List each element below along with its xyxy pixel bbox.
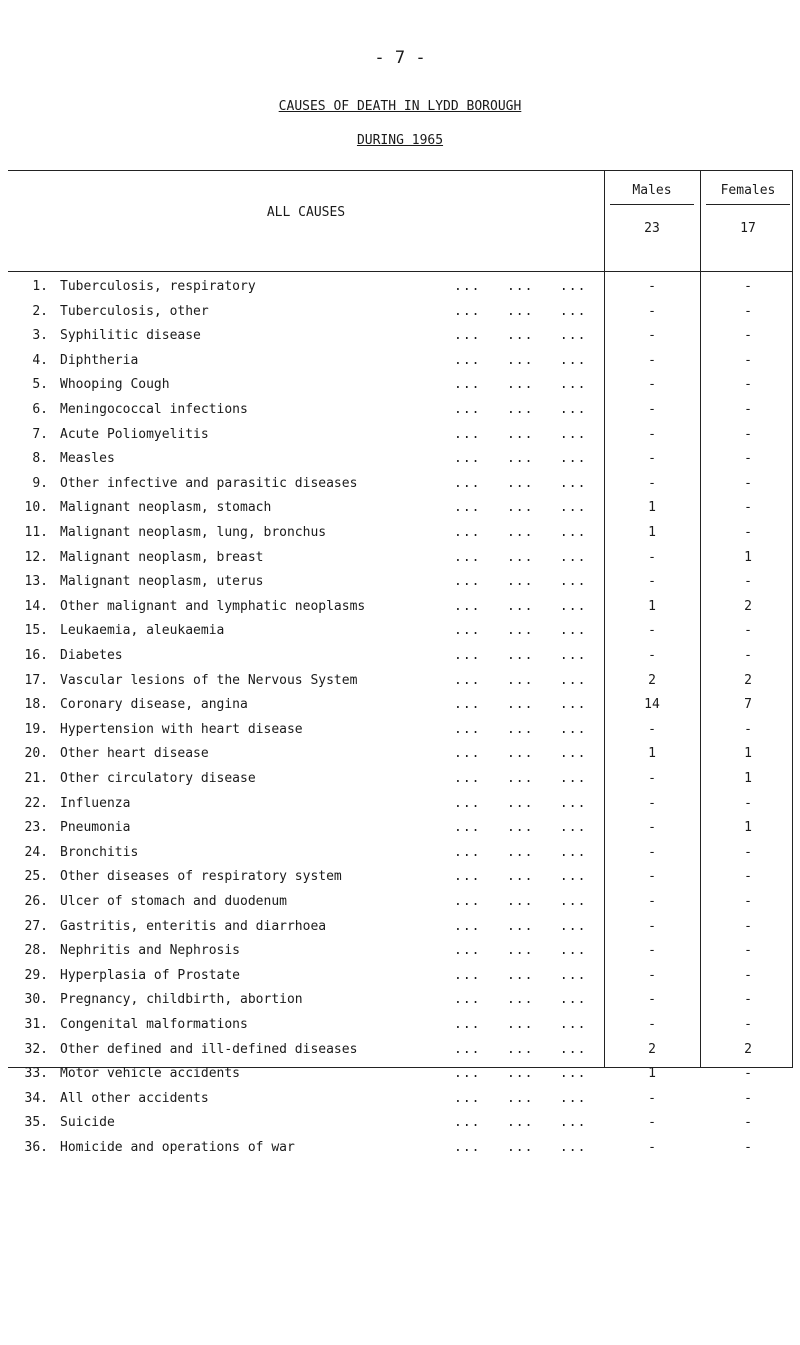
leader-dots: ... ... ... bbox=[454, 820, 587, 836]
females-count: - bbox=[744, 795, 752, 811]
females-count: 1 bbox=[744, 820, 752, 836]
table-row bbox=[8, 279, 792, 305]
males-count: 1 bbox=[648, 500, 656, 516]
cause-name: Pneumonia bbox=[60, 820, 131, 836]
females-count: - bbox=[744, 844, 752, 860]
males-count: - bbox=[648, 426, 656, 442]
females-count: - bbox=[744, 1017, 752, 1032]
males-count: - bbox=[648, 918, 656, 934]
cause-name: Coronary disease, angina bbox=[60, 697, 248, 713]
males-count: - bbox=[648, 648, 656, 663]
page-title-text: CAUSES OF DEATH IN LYDD BOROUGH bbox=[278, 99, 522, 114]
females-count: - bbox=[744, 426, 752, 442]
females-count: - bbox=[744, 1090, 752, 1106]
females-count: - bbox=[744, 574, 752, 590]
females-count: 2 bbox=[744, 598, 752, 614]
females-count: - bbox=[744, 328, 752, 344]
row-number: 4. bbox=[32, 352, 48, 368]
males-count: - bbox=[648, 352, 656, 368]
page-subtitle bbox=[0, 133, 800, 148]
row-number: 27. bbox=[24, 918, 48, 934]
females-header-rule bbox=[706, 204, 790, 205]
page-subtitle-text: DURING 1965 bbox=[356, 133, 444, 148]
cause-name: Acute Poliomyelitis bbox=[60, 426, 209, 442]
table-row bbox=[8, 1042, 792, 1068]
males-header bbox=[604, 171, 700, 271]
females-count: - bbox=[744, 451, 752, 467]
males-count: - bbox=[648, 771, 656, 786]
females-count: - bbox=[744, 402, 752, 417]
row-number: 32. bbox=[24, 1041, 48, 1057]
row-number: 1. bbox=[32, 279, 48, 294]
females-count: 7 bbox=[744, 697, 752, 713]
females-count: - bbox=[744, 1066, 752, 1082]
row-number: 3. bbox=[32, 328, 48, 344]
row-number: 17. bbox=[24, 672, 48, 688]
row-number: 35. bbox=[24, 1115, 48, 1131]
cause-name: Measles bbox=[60, 451, 115, 467]
table-row bbox=[8, 771, 792, 797]
table-row bbox=[8, 599, 792, 625]
leader-dots: ... ... ... bbox=[454, 721, 587, 737]
females-count: - bbox=[744, 648, 752, 663]
males-count: 1 bbox=[648, 525, 656, 540]
row-number: 5. bbox=[32, 377, 48, 393]
cause-name: Vascular lesions of the Nervous System bbox=[60, 672, 358, 688]
cause-name: Syphilitic disease bbox=[60, 328, 201, 344]
table-row bbox=[8, 992, 792, 1018]
cause-name: Other infective and parasitic diseases bbox=[60, 475, 358, 491]
causes-table bbox=[8, 170, 793, 1155]
males-count: - bbox=[648, 303, 656, 319]
leader-dots: ... ... ... bbox=[454, 648, 587, 663]
cause-name: Other diseases of respiratory system bbox=[60, 869, 342, 885]
row-number: 36. bbox=[24, 1140, 48, 1155]
leader-dots: ... ... ... bbox=[454, 549, 587, 565]
leader-dots: ... ... ... bbox=[454, 1090, 587, 1106]
leader-dots: ... ... ... bbox=[454, 352, 587, 368]
males-count: - bbox=[648, 869, 656, 885]
row-number: 18. bbox=[24, 697, 48, 713]
row-number: 24. bbox=[24, 844, 48, 860]
table-row bbox=[8, 1140, 792, 1166]
leader-dots: ... ... ... bbox=[454, 746, 587, 762]
page-number: - 7 - bbox=[374, 48, 426, 68]
cause-name: Hypertension with heart disease bbox=[60, 721, 303, 737]
males-count: - bbox=[648, 844, 656, 860]
row-number: 29. bbox=[24, 967, 48, 983]
cause-name: Malignant neoplasm, breast bbox=[60, 549, 264, 565]
cause-name: Nephritis and Nephrosis bbox=[60, 943, 241, 959]
males-count: - bbox=[648, 549, 656, 565]
females-count: 1 bbox=[744, 771, 752, 786]
leader-dots: ... ... ... bbox=[454, 598, 587, 614]
table-row bbox=[8, 1091, 792, 1117]
females-count: - bbox=[744, 352, 752, 368]
leader-dots: ... ... ... bbox=[454, 1140, 587, 1155]
leader-dots: ... ... ... bbox=[454, 992, 587, 1008]
cause-name: Influenza bbox=[60, 795, 131, 811]
males-count: 1 bbox=[648, 598, 656, 614]
row-number: 26. bbox=[24, 894, 48, 909]
row-number: 7. bbox=[32, 426, 48, 442]
table-row bbox=[8, 894, 792, 920]
cause-name: Gastritis, enteritis and diarrhoea bbox=[60, 918, 327, 934]
leader-dots: ... ... ... bbox=[454, 1017, 587, 1032]
leader-dots: ... ... ... bbox=[454, 771, 587, 786]
males-count: - bbox=[648, 328, 656, 344]
row-number: 19. bbox=[24, 721, 48, 737]
row-number: 8. bbox=[32, 451, 48, 467]
leader-dots: ... ... ... bbox=[454, 328, 587, 344]
leader-dots: ... ... ... bbox=[454, 894, 587, 909]
table-row bbox=[8, 451, 792, 477]
cause-name: Tuberculosis, respiratory bbox=[60, 279, 256, 294]
females-count: - bbox=[744, 967, 752, 983]
females-count: - bbox=[744, 721, 752, 737]
row-number: 21. bbox=[24, 771, 48, 786]
females-count: - bbox=[744, 475, 752, 491]
females-count: - bbox=[744, 918, 752, 934]
cause-name: Meningococcal infections bbox=[60, 402, 248, 417]
row-number: 10. bbox=[24, 500, 48, 516]
males-count: - bbox=[648, 279, 656, 294]
males-count: - bbox=[648, 795, 656, 811]
table-row bbox=[8, 402, 792, 428]
cause-name: Pregnancy, childbirth, abortion bbox=[60, 992, 303, 1008]
table-row bbox=[8, 1115, 792, 1141]
males-count: - bbox=[648, 574, 656, 590]
leader-dots: ... ... ... bbox=[454, 697, 587, 713]
table-row bbox=[8, 697, 792, 723]
cause-name: Motor vehicle accidents bbox=[60, 1066, 241, 1082]
table-row bbox=[8, 722, 792, 748]
table-row bbox=[8, 574, 792, 600]
table-row bbox=[8, 796, 792, 822]
leader-dots: ... ... ... bbox=[454, 574, 587, 590]
row-number: 2. bbox=[32, 303, 48, 319]
cause-name: Diphtheria bbox=[60, 352, 139, 368]
leader-dots: ... ... ... bbox=[454, 967, 587, 983]
females-count: - bbox=[744, 894, 752, 909]
table-row bbox=[8, 673, 792, 699]
cause-name: Whooping Cough bbox=[60, 377, 170, 393]
table-row bbox=[8, 968, 792, 994]
leader-dots: ... ... ... bbox=[454, 844, 587, 860]
all-causes-header: ALL CAUSES bbox=[266, 205, 346, 220]
females-count: - bbox=[744, 992, 752, 1008]
males-count: - bbox=[648, 992, 656, 1008]
cause-name: Suicide bbox=[60, 1115, 115, 1131]
leader-dots: ... ... ... bbox=[454, 869, 587, 885]
row-number: 13. bbox=[24, 574, 48, 590]
leader-dots: ... ... ... bbox=[454, 1041, 587, 1057]
row-number: 14. bbox=[24, 598, 48, 614]
females-count: 2 bbox=[744, 1041, 752, 1057]
table-row bbox=[8, 943, 792, 969]
table-row bbox=[8, 746, 792, 772]
males-count: - bbox=[648, 943, 656, 959]
cause-name: Diabetes bbox=[60, 648, 123, 663]
females-count: 2 bbox=[744, 672, 752, 688]
row-number: 15. bbox=[24, 623, 48, 639]
cause-name: Leukaemia, aleukaemia bbox=[60, 623, 225, 639]
header-divider bbox=[8, 271, 792, 272]
males-count: - bbox=[648, 402, 656, 417]
males-count: - bbox=[648, 1017, 656, 1032]
row-number: 31. bbox=[24, 1017, 48, 1032]
males-count: 14 bbox=[644, 697, 660, 713]
row-number: 6. bbox=[32, 402, 48, 417]
cause-name: Other malignant and lymphatic neoplasms bbox=[60, 598, 366, 614]
leader-dots: ... ... ... bbox=[454, 402, 587, 417]
table-row bbox=[8, 550, 792, 576]
table-row bbox=[8, 304, 792, 330]
row-number: 12. bbox=[24, 549, 48, 565]
table-row bbox=[8, 869, 792, 895]
males-count: - bbox=[648, 623, 656, 639]
row-number: 22. bbox=[24, 795, 48, 811]
leader-dots: ... ... ... bbox=[454, 1066, 587, 1082]
females-count: - bbox=[744, 303, 752, 319]
males-count: 1 bbox=[648, 746, 656, 762]
leader-dots: ... ... ... bbox=[454, 377, 587, 393]
table-row bbox=[8, 328, 792, 354]
row-number: 11. bbox=[24, 525, 48, 540]
leader-dots: ... ... ... bbox=[454, 623, 587, 639]
males-count: - bbox=[648, 451, 656, 467]
row-number: 23. bbox=[24, 820, 48, 836]
page-title bbox=[0, 99, 800, 114]
row-number: 34. bbox=[24, 1090, 48, 1106]
leader-dots: ... ... ... bbox=[454, 279, 587, 294]
females-count: - bbox=[744, 377, 752, 393]
cause-name: Malignant neoplasm, uterus bbox=[60, 574, 264, 590]
males-count: - bbox=[648, 721, 656, 737]
females-header bbox=[700, 171, 796, 271]
cause-name: Other heart disease bbox=[60, 746, 209, 762]
males-count: - bbox=[648, 820, 656, 836]
males-count: - bbox=[648, 1140, 656, 1155]
leader-dots: ... ... ... bbox=[454, 1115, 587, 1131]
cause-name: All other accidents bbox=[60, 1090, 209, 1106]
leader-dots: ... ... ... bbox=[454, 303, 587, 319]
females-count: 1 bbox=[744, 549, 752, 565]
leader-dots: ... ... ... bbox=[454, 672, 587, 688]
table-row bbox=[8, 525, 792, 551]
table-row bbox=[8, 500, 792, 526]
cause-name: Ulcer of stomach and duodenum bbox=[60, 894, 287, 909]
table-row bbox=[8, 845, 792, 871]
males-count: - bbox=[648, 1115, 656, 1131]
females-label: Females bbox=[720, 183, 776, 198]
table-row bbox=[8, 1017, 792, 1043]
table-row bbox=[8, 476, 792, 502]
table-row bbox=[8, 1066, 792, 1092]
table-row bbox=[8, 427, 792, 453]
males-count: - bbox=[648, 377, 656, 393]
females-count: - bbox=[744, 1115, 752, 1131]
leader-dots: ... ... ... bbox=[454, 426, 587, 442]
cause-name: Homicide and operations of war bbox=[60, 1140, 295, 1155]
males-count: 1 bbox=[648, 1066, 656, 1082]
females-count: - bbox=[744, 943, 752, 959]
cause-name: Congenital malformations bbox=[60, 1017, 248, 1032]
row-number: 16. bbox=[24, 648, 48, 663]
females-count: - bbox=[744, 525, 752, 540]
males-header-rule bbox=[610, 204, 694, 205]
females-count: - bbox=[744, 869, 752, 885]
row-number: 30. bbox=[24, 992, 48, 1008]
males-count: - bbox=[648, 475, 656, 491]
males-count: 2 bbox=[648, 1041, 656, 1057]
males-count: - bbox=[648, 894, 656, 909]
table-row bbox=[8, 623, 792, 649]
leader-dots: ... ... ... bbox=[454, 795, 587, 811]
cause-name: Malignant neoplasm, stomach bbox=[60, 500, 272, 516]
males-label: Males bbox=[632, 183, 672, 198]
cause-name: Malignant neoplasm, lung, bronchus bbox=[60, 525, 327, 540]
table-row bbox=[8, 353, 792, 379]
cause-name: Other defined and ill-defined diseases bbox=[60, 1041, 358, 1057]
males-total: 23 bbox=[644, 221, 660, 236]
males-count: 2 bbox=[648, 672, 656, 688]
table-row bbox=[8, 919, 792, 945]
leader-dots: ... ... ... bbox=[454, 475, 587, 491]
cause-name: Tuberculosis, other bbox=[60, 303, 209, 319]
females-count: - bbox=[744, 500, 752, 516]
row-number: 20. bbox=[24, 746, 48, 762]
females-count: - bbox=[744, 623, 752, 639]
table-row bbox=[8, 377, 792, 403]
row-number: 9. bbox=[32, 475, 48, 491]
table-row bbox=[8, 820, 792, 846]
cause-name: Bronchitis bbox=[60, 844, 139, 860]
females-count: - bbox=[744, 1140, 752, 1155]
table-row bbox=[8, 648, 792, 674]
females-count: 1 bbox=[744, 746, 752, 762]
males-count: - bbox=[648, 967, 656, 983]
leader-dots: ... ... ... bbox=[454, 943, 587, 959]
row-number: 28. bbox=[24, 943, 48, 959]
females-total: 17 bbox=[740, 221, 756, 236]
leader-dots: ... ... ... bbox=[454, 918, 587, 934]
row-number: 25. bbox=[24, 869, 48, 885]
leader-dots: ... ... ... bbox=[454, 525, 587, 540]
leader-dots: ... ... ... bbox=[454, 500, 587, 516]
cause-name: Other circulatory disease bbox=[60, 771, 256, 786]
leader-dots: ... ... ... bbox=[454, 451, 587, 467]
cause-name: Hyperplasia of Prostate bbox=[60, 967, 241, 983]
females-count: - bbox=[744, 279, 752, 294]
row-number: 33. bbox=[24, 1066, 48, 1082]
males-count: - bbox=[648, 1090, 656, 1106]
